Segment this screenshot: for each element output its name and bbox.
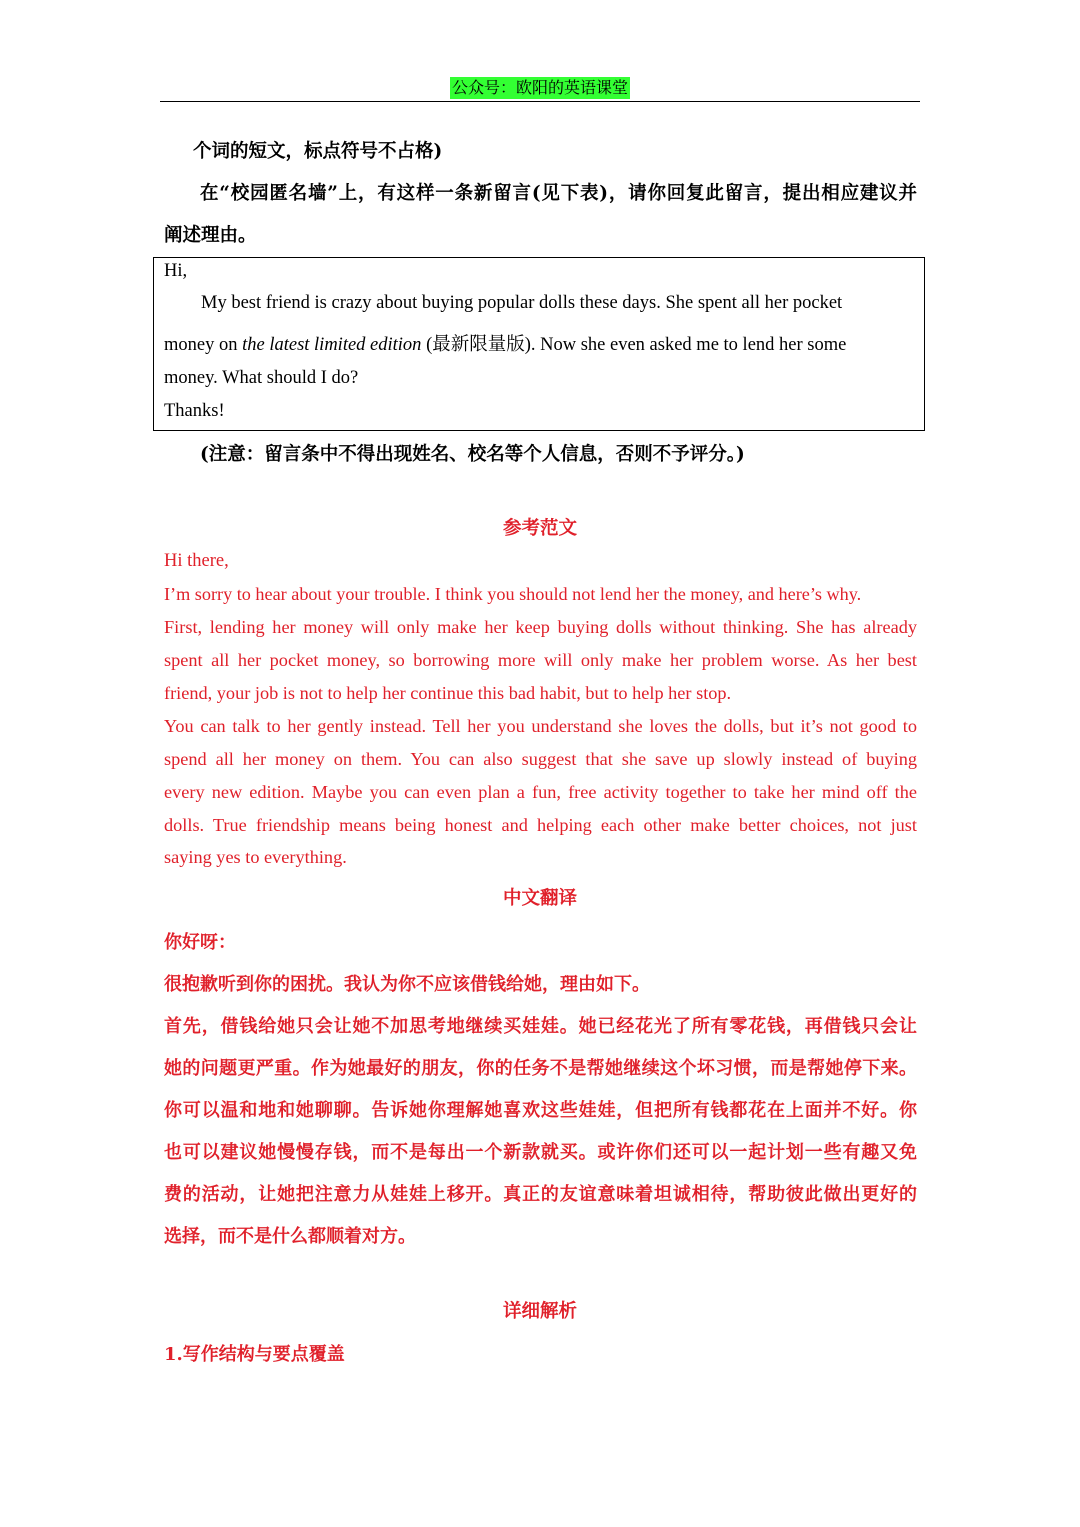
sample-line: I’m sorry to hear about your trouble. I think you should not lend her the money, and here’s why. xyxy=(164,584,862,604)
notice: (注意：留言条中不得出现姓名、校名等个人信息，否则不予评分。) xyxy=(200,444,745,465)
header-label: 公众号：欧阳的英语课堂 xyxy=(451,78,628,97)
translation-line: 她的问题更严重。作为她最好的朋友，你的任务不是帮她继续这个坏习惯，而是帮她停下来。 xyxy=(164,1058,917,1079)
sample-line: Hi there, xyxy=(164,551,229,571)
sample-line: friend, your job is not to help her continue this bad habit, but to help her stop. xyxy=(164,683,732,703)
sample-line: First, lending her money will only make her keep buying dolls without thinking. She has already xyxy=(164,617,917,637)
page-header xyxy=(160,76,920,102)
sample-line: every new edition. Maybe you can even plan a fun, free activity together to take her mind off the xyxy=(164,782,917,802)
sample-line: saying yes to everything. xyxy=(164,847,347,867)
message-box xyxy=(153,257,925,431)
instruction-line-1: 个词的短文，标点符号不占格) xyxy=(193,141,443,162)
sample-line: dolls. True friendship means being honest and helping each other make better choices, not just xyxy=(164,815,917,835)
message-closing: Thanks! xyxy=(164,401,225,421)
translation-heading: 中文翻译 xyxy=(502,888,577,909)
message-line-2-pre: money on xyxy=(164,335,243,355)
translation-line: 你好呀： xyxy=(164,932,236,953)
message-line-3: money. What should I do? xyxy=(164,368,359,388)
sample-line: spend all her money on them. You can also suggest that she save up slowly instead of buying xyxy=(164,749,917,769)
instruction-line-2: 在“校园匿名墙”上，有这样一条新留言(见下表)，请你回复此留言，提出相应建议并 xyxy=(200,183,917,204)
analysis-item-1: 1.写作结构与要点覆盖 xyxy=(164,1344,345,1365)
sample-heading: 参考范文 xyxy=(502,518,577,539)
translation-line: 费的活动，让她把注意力从娃娃上移开。真正的友谊意味着坦诚相待，帮助彼此做出更好的 xyxy=(164,1184,917,1205)
translation-line: 首先，借钱给她只会让她不加思考地继续买娃娃。她已经花光了所有零花钱，再借钱只会让 xyxy=(164,1016,917,1037)
translation-line: 很抱歉听到你的困扰。我认为你不应该借钱给她，理由如下。 xyxy=(164,974,650,995)
message-line-2 xyxy=(164,330,846,356)
translation-line: 也可以建议她慢慢存钱，而不是每出一个新款就买。或许你们还可以一起计划一些有趣又免 xyxy=(164,1142,917,1163)
translation-line: 选择，而不是什么都顺着对方。 xyxy=(164,1226,416,1247)
analysis-heading: 详细解析 xyxy=(502,1301,577,1322)
sample-line: You can talk to her gently instead. Tell her you understand she loves the dolls, but it’s not good to xyxy=(164,716,917,736)
instruction-line-3: 阐述理由。 xyxy=(164,225,257,246)
message-greeting: Hi, xyxy=(164,261,188,281)
message-line-2-italic: the latest limited edition xyxy=(242,335,422,355)
sample-line: spent all her pocket money, so borrowing more will only make her problem worse. As her best xyxy=(164,650,917,670)
message-line-2-post: (最新限量版). Now she even asked me to lend her some xyxy=(421,335,847,355)
message-line-1: My best friend is crazy about buying popular dolls these days. She spent all her pocket xyxy=(201,293,843,313)
translation-line: 你可以温和地和她聊聊。告诉她你理解她喜欢这些娃娃，但把所有钱都花在上面并不好。你 xyxy=(164,1100,917,1121)
